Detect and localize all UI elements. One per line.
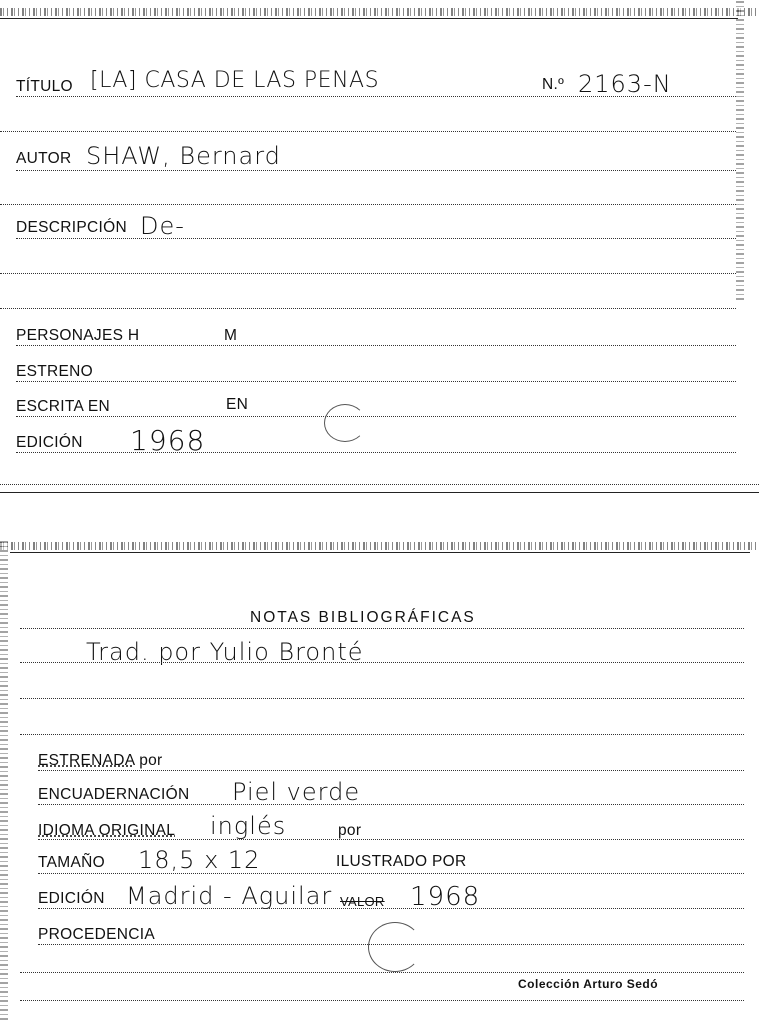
line bbox=[20, 698, 744, 699]
line bbox=[20, 734, 744, 735]
line bbox=[0, 204, 736, 205]
encuadernacion-value: Piel verde bbox=[232, 778, 361, 806]
edicion-label: EDICIÓN bbox=[38, 890, 105, 907]
idioma-por: por bbox=[338, 822, 362, 839]
tamano-label: TAMAÑO bbox=[38, 854, 105, 871]
line bbox=[38, 908, 744, 909]
autor-label: AUTOR bbox=[16, 150, 72, 167]
personajes-m-label: M bbox=[224, 327, 238, 344]
descripcion-label: DESCRIPCIÓN bbox=[16, 219, 127, 236]
scan-side-edge bbox=[736, 0, 744, 300]
idioma-value: inglés bbox=[210, 812, 287, 840]
line bbox=[16, 96, 736, 97]
scan-edge bbox=[0, 8, 759, 16]
line bbox=[38, 770, 744, 771]
edicion-value: 1968 bbox=[130, 424, 206, 457]
escrita-en-label: EN bbox=[226, 396, 249, 413]
idioma-label: IDIOMA ORIGINAL bbox=[38, 822, 176, 839]
line bbox=[0, 308, 736, 309]
estrenada-label bbox=[38, 752, 163, 770]
descripcion-value: De- bbox=[140, 212, 185, 240]
estrenada-text: ESTRENADA bbox=[38, 752, 135, 769]
catalog-card-back bbox=[0, 540, 759, 1028]
notas-heading: NOTAS BIBLIOGRÁFICAS bbox=[250, 609, 476, 626]
line bbox=[20, 628, 744, 629]
catalog-card-front bbox=[0, 0, 759, 495]
notas-value: Trad. por Yulio Bronté bbox=[86, 638, 364, 666]
card-top-rule bbox=[0, 18, 738, 19]
pencil-mark bbox=[324, 404, 366, 442]
numero-label: N.º bbox=[542, 76, 565, 93]
coleccion-footer: Colección Arturo Sedó bbox=[518, 977, 659, 991]
card-bottom-rule bbox=[0, 492, 759, 493]
line bbox=[0, 273, 736, 274]
autor-value: SHAW, Bernard bbox=[86, 142, 281, 170]
line bbox=[20, 972, 744, 973]
escrita-label: ESCRITA EN bbox=[16, 398, 111, 415]
line bbox=[16, 381, 736, 382]
scan-edge bbox=[0, 542, 759, 550]
tamano-value: 18,5 x 12 bbox=[138, 846, 261, 874]
titulo-value: [LA] CASA DE LAS PENAS bbox=[90, 68, 380, 93]
line bbox=[38, 944, 744, 945]
estrenada-por: por bbox=[139, 752, 163, 769]
numero-value: 2163-N bbox=[578, 70, 672, 98]
personajes-label: PERSONAJES H bbox=[16, 327, 140, 344]
line bbox=[38, 839, 744, 840]
line bbox=[16, 416, 736, 417]
procedencia-label: PROCEDENCIA bbox=[38, 926, 155, 943]
line bbox=[20, 662, 744, 663]
line bbox=[16, 345, 736, 346]
edicion-label: EDICIÓN bbox=[16, 434, 83, 451]
line bbox=[16, 452, 736, 453]
line bbox=[16, 238, 736, 239]
valor-label: VALOR bbox=[340, 894, 385, 909]
pencil-mark bbox=[368, 922, 422, 972]
line bbox=[16, 170, 736, 171]
estreno-label: ESTRENO bbox=[16, 363, 94, 380]
line bbox=[38, 804, 744, 805]
scan-side-edge bbox=[0, 540, 8, 1020]
line bbox=[38, 873, 744, 874]
edicion-value: Madrid - Aguilar bbox=[126, 882, 333, 910]
ilustrado-label: ILUSTRADO POR bbox=[336, 853, 467, 870]
valor-value: 1968 bbox=[410, 882, 481, 912]
line bbox=[0, 484, 759, 485]
titulo-label: TÍTULO bbox=[16, 78, 73, 95]
card-top-rule bbox=[10, 552, 750, 553]
line bbox=[20, 1000, 744, 1001]
line bbox=[0, 131, 736, 132]
encuadernacion-label: ENCUADERNACIÓN bbox=[38, 786, 190, 803]
